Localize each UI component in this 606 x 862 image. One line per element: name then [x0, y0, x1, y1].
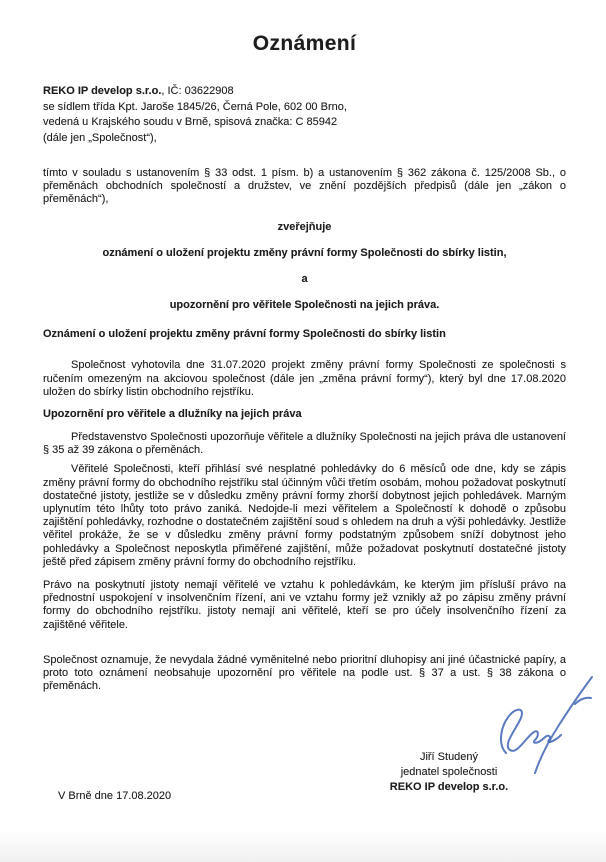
section2-paragraph-1: Představenstvo Společnosti upozorňuje věřitele a dlužníky Společnosti na jejich práva dle ustanovení § 35 až 39 zákona o přeměnách. [43, 431, 566, 457]
company-court-record: vedená u Krajského soudu v Brně, spisová značka: C 85942 [43, 116, 338, 128]
section2-paragraph-4: Společnost oznamuje, že nevydala žádné vyměnitelné nebo prioritní dluhopisy ani jiné účastnické papíry, a proto toto oznámení neobsahuje upozornění pro věřitele na podle ust. § 37 a ust. § 38 zákona o přeměnách. [43, 653, 566, 693]
signatory-role: jednatel společnosti [400, 766, 498, 778]
place-date: V Brně dne 17.08.2020 [58, 790, 172, 802]
intro-paragraph: tímto v souladu s ustanovením § 33 odst. 1 písm. b) a ustanovením § 362 zákona č. 125/2008 Sb., o přeměnách obchodních společností a družstev, ve znění pozdějších předpisů (dále jen „zákon o přeměnách“), [43, 167, 566, 206]
announce-verb: zveřejňuje [277, 220, 332, 233]
page-title: Oznámení [252, 32, 357, 55]
announce-item-2: upozornění pro věřitele Společnosti na jejich práva. [169, 299, 440, 312]
section2-heading: Upozornění pro věřitele a dlužníky na jejich práva [43, 408, 302, 421]
section1-paragraph: Společnost vyhotovila dne 31.07.2020 projekt změny právní formy Společnosti ze společnosti s ručením omezeným na akciovou společnost (dále jen „změna právní formy“), který byl dne 17.08.2020 uložen do sbírky listin obchodního rejstříku. [43, 359, 566, 398]
signatory-block [381, 750, 517, 795]
section1-heading: Oznámení o uložení projektu změny právní formy Společnosti do sbírky listin [43, 328, 446, 341]
company-address: se sídlem třída Kpt. Jaroše 1845/26, Černá Pole, 602 00 Brno, [43, 100, 347, 113]
announce-item-1: oznámení o uložení projektu změny právní formy Společnosti do sbírky listin, [102, 246, 507, 259]
company-header [43, 84, 566, 146]
signatory-company: REKO IP develop s.r.o. [389, 781, 509, 793]
section2-paragraph-2: Věřitelé Společnosti, kteří přihlásí své nesplatné pohledávky do 6 měsíců ode dne, kdy se zápis změny právní formy do obchodního rejstříku stal účinným vůči třetím osobám, mohou požadovat poskytnutí dostatečné jistoty, jestliže se v důsledku změny právní formy zhorší dobytnost jejich pohledávek. Marným uplynutím této lhůty toto právo zaniká. Nedojde-li mezi věřitelem a Společností k dohodě o způsobu zajištění pohledávky, rozhodne o dostatečném zajištění soud s ohledem na druh a výši pohledávky. Jestliže věřitel prokáže, že se v důsledku změny právní formy podstatným způsobem sníží dobytnost jeho pohledávky a Společnost neposkytla přiměřené zajištění, může požadovat poskytnutí dostatečné jistoty ještě před zápisem změny právní formy do obchodního rejstříku. [43, 463, 566, 568]
company-alias: (dále jen „Společnost“), [43, 131, 157, 144]
announce-conjunction: a [301, 273, 308, 286]
company-name: REKO IP develop s.r.o. [43, 85, 162, 97]
company-id: , IČ: 03622908 [161, 85, 234, 97]
section2-paragraph-3: Právo na poskytnutí jistoty nemají věřitelé ve vztahu k pohledávkám, ke kterým jim přísluší právo na přednostní uspokojení v insolvenčním řízení, ani ve vztahu formy jež vznikly až po zápisu změny právní formy do obchodního rejstříku. jistoty nemají ani věřitelé, kteří se pro účely insolvenčního řízení za zajištěné věřitele. [43, 579, 566, 631]
signatory-name: Jiří Studený [419, 751, 479, 763]
company-name-line [43, 84, 566, 100]
